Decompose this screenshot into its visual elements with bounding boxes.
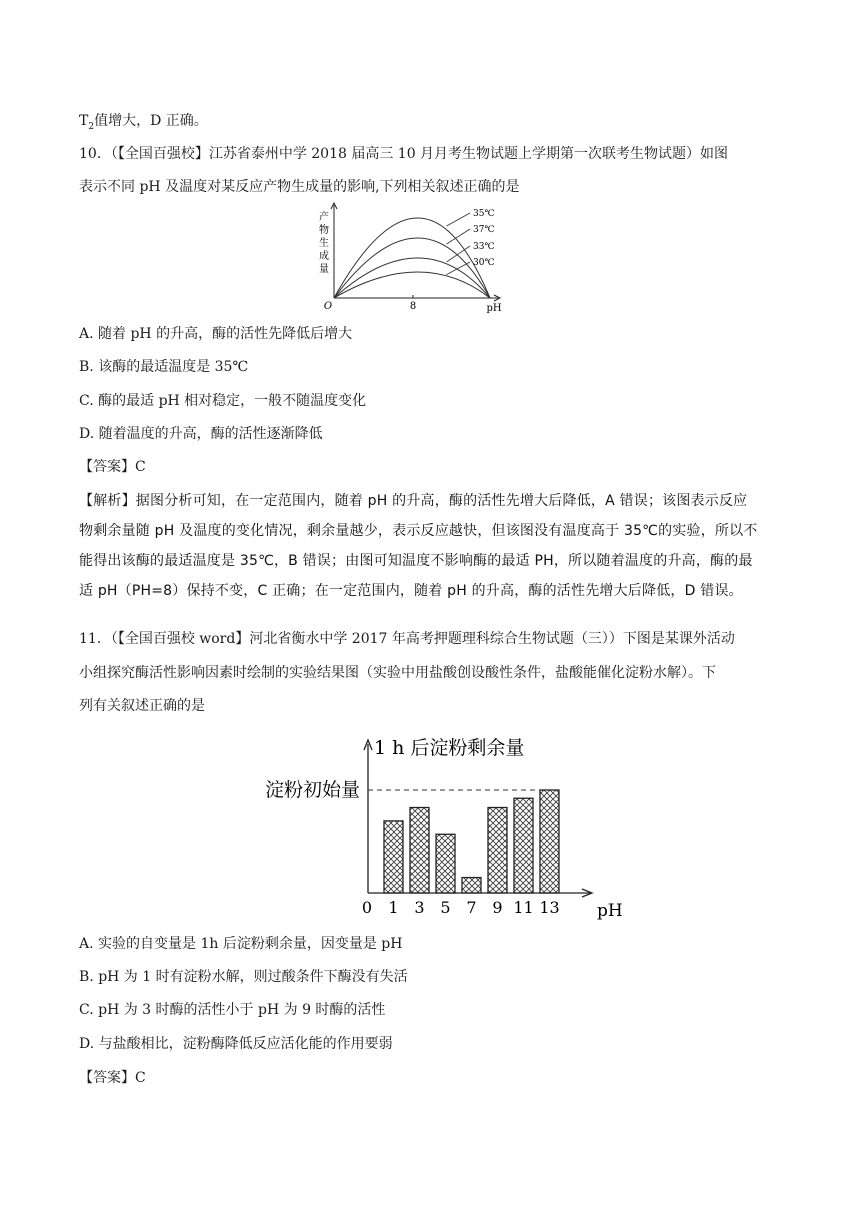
q11-option-b: B. pH 为 1 时有淀粉水解，则过酸条件下酶没有失活 bbox=[79, 969, 408, 985]
q11-bar-ph-7 bbox=[462, 878, 481, 893]
q11-answer: 【答案】C bbox=[79, 1070, 146, 1086]
q10-x-tick-label: 8 bbox=[409, 301, 417, 312]
q11-option-c: C. pH 为 3 时酶的活性小于 pH 为 9 时酶的活性 bbox=[79, 1002, 386, 1018]
q10-chart bbox=[310, 200, 510, 315]
q10-ylabel-char: 产 bbox=[319, 212, 329, 223]
q10-analysis-line: 能得出该酶的最适温度是 35℃，B 错误；由图可知温度不影响酶的最适 PH，所以随着温度的升高，酶的最 bbox=[79, 553, 753, 569]
q10-leader-line bbox=[447, 262, 470, 275]
q10-leader-line bbox=[447, 213, 470, 226]
q11-x-tick-label: 11 bbox=[513, 898, 534, 917]
q11-stem-line1: 11．（【全国百强校 word】河北省衡水中学 2017 年高考押题理科综合生物试题（三））下图是某课外活动 bbox=[79, 631, 735, 647]
q11-bar-ph-13 bbox=[540, 790, 559, 893]
q10-analysis-line: 物剩余量随 pH 及温度的变化情况，剩余量越少，表示反应越快，但该图没有温度高于 35℃的实验，所以不 bbox=[79, 523, 758, 539]
q11-reference-label: 淀粉初始量 bbox=[264, 779, 360, 801]
q11-x-tick-label: 9 bbox=[492, 898, 503, 917]
q11-stem-line2: 小组探究酶活性影响因素时绘制的实验结果图（实验中用盐酸创设酸性条件，盐酸能催化淀粉水解）。下 bbox=[79, 665, 716, 681]
q10-analysis bbox=[79, 486, 779, 606]
q11-x-tick-label: 13 bbox=[539, 898, 560, 917]
q10-ylabel-char: 量 bbox=[319, 264, 329, 275]
q10-ylabel-char: 物 bbox=[319, 225, 329, 236]
q11-bar-ph-1 bbox=[384, 821, 403, 893]
q11-x-axis-label: pH bbox=[597, 901, 623, 921]
q11-x-tick-label: 1 bbox=[388, 898, 399, 917]
q11-chart bbox=[250, 730, 640, 925]
q11-x-tick-label: 5 bbox=[440, 898, 451, 917]
q10-answer: 【答案】C bbox=[79, 459, 146, 475]
previous-answer-tail: $T_2$值增大，D 正确。 bbox=[79, 113, 208, 132]
q10-ylabel-char: 成 bbox=[319, 251, 329, 262]
q10-series-label: 35℃ bbox=[473, 209, 495, 219]
q11-bar-ph-9 bbox=[488, 808, 507, 893]
q10-stem-line1: 10．（【全国百强校】江苏省泰州中学 2018 届高三 10 月月考生物试题上学期第一次联考生物试题）如图 bbox=[79, 146, 729, 162]
q11-stem-line3: 列有关叙述正确的是 bbox=[79, 698, 205, 714]
q10-ylabel-char: 生 bbox=[319, 238, 329, 249]
q10-analysis-line: 【解析】据图分析可知，在一定范围内，随着 pH 的升高，酶的活性先增大后降低，A 错误；该图表示反应 bbox=[79, 493, 748, 509]
q11-bars bbox=[384, 790, 560, 917]
q10-x-axis-label: pH bbox=[486, 303, 502, 314]
q10-series-label: 37℃ bbox=[473, 225, 495, 235]
q10-option-d: D. 随着温度的升高，酶的活性逐渐降低 bbox=[79, 426, 323, 442]
q10-series-label: 30℃ bbox=[473, 258, 495, 268]
q11-bar-ph-11 bbox=[514, 798, 533, 893]
q10-y-label bbox=[319, 210, 329, 275]
q11-bar-ph-3 bbox=[410, 808, 429, 893]
q11-y-axis-label: 1 h 后淀粉剩余量 bbox=[374, 737, 525, 759]
q10-origin-label: O bbox=[323, 301, 333, 312]
q10-leader-line bbox=[447, 246, 470, 262]
q11-option-a: A. 实验的自变量是 1h 后淀粉剩余量，因变量是 pH bbox=[79, 936, 403, 952]
q10-series-label: 33℃ bbox=[473, 242, 495, 252]
q11-option-d: D. 与盐酸相比，淀粉酶降低反应活化能的作用要弱 bbox=[79, 1036, 393, 1052]
q11-x-tick-label: 7 bbox=[466, 898, 477, 917]
q10-curve-37℃ bbox=[334, 238, 490, 298]
q11-bar-ph-5 bbox=[436, 834, 455, 893]
q10-option-b: B. 该酶的最适温度是 35℃ bbox=[79, 359, 249, 375]
q10-stem-line2: 表示不同 pH 及温度对某反应产物生成量的影响,下列相关叙述正确的是 bbox=[79, 179, 520, 195]
q11-origin-label: 0 bbox=[361, 898, 373, 917]
q10-option-a: A. 随着 pH 的升高，酶的活性先降低后增大 bbox=[79, 326, 353, 342]
q10-analysis-line: 适 pH（PH=8）保持不变，C 正确；在一定范围内，随着 pH 的升高，酶的活性先增大后降低，D 错误。 bbox=[79, 583, 743, 599]
q10-option-c: C. 酶的最适 pH 相对稳定，一般不随温度变化 bbox=[79, 393, 367, 409]
q10-curves bbox=[334, 209, 495, 298]
q11-x-tick-label: 3 bbox=[414, 898, 425, 917]
